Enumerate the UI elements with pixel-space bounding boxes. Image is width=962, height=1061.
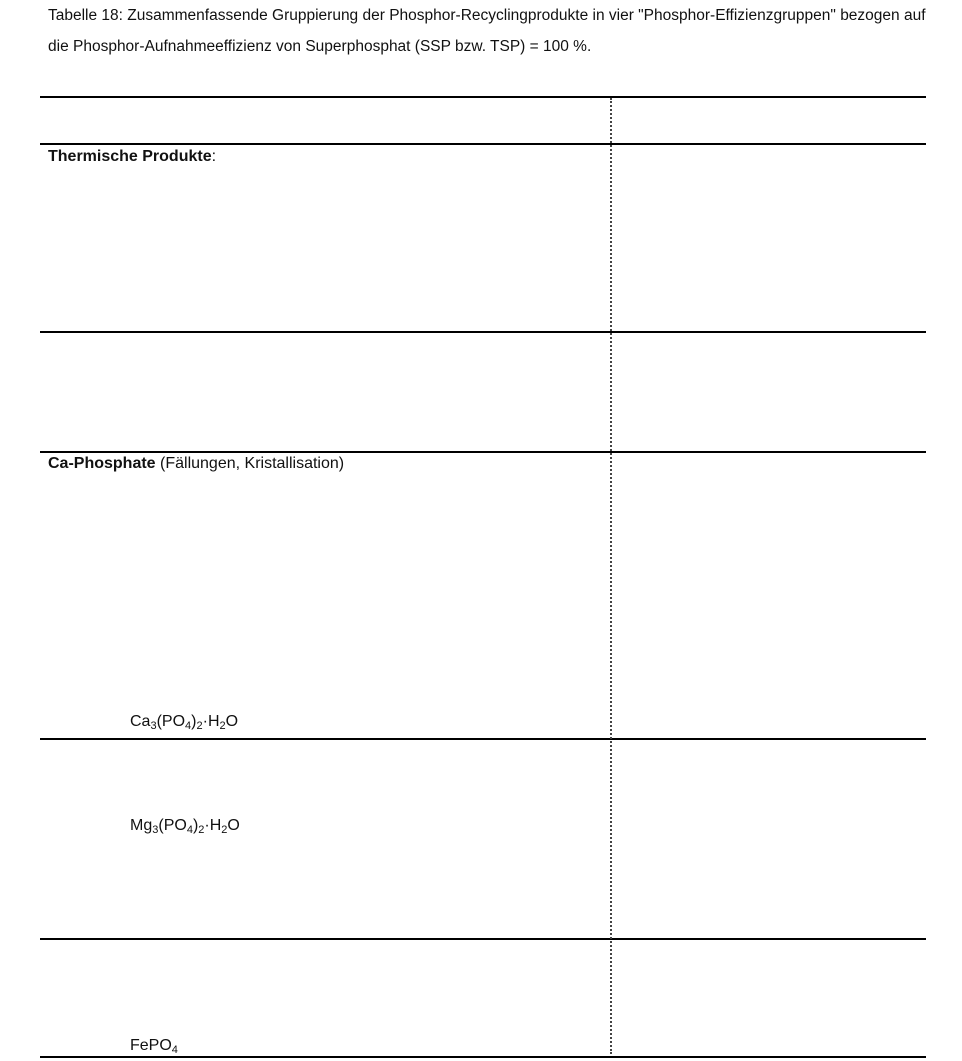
summe-top-rule xyxy=(40,331,926,333)
section-ca-phosphate: Ca-Phosphate (Fällungen, Kristallisation) xyxy=(48,455,345,472)
header-bottom-rule xyxy=(40,143,926,145)
section-thermische-produkte: Thermische Produkte: xyxy=(48,148,217,165)
fe-section-rule xyxy=(40,938,926,940)
mg-section-rule xyxy=(40,738,926,740)
row-product-name: $Mg_3(PO_4)_2\cdot H_2O$ xyxy=(130,817,240,836)
table-caption: Tabelle 18: Zusammenfassende Gruppierung der Phosphor-Recyclingprodukte in vier "Phosphor-Effizienzgruppen" bezogen auf die Phosphor-Aufnahmeeffizienz von Superphosphat (SSP bzw. TSP) = 100 %. xyxy=(48,7,926,55)
column-divider xyxy=(610,98,612,1054)
row-product-name: FePO$_4$ xyxy=(130,1037,178,1056)
row-product-name: $Ca_3(PO_4)_2\cdot H_2O$ xyxy=(130,713,239,732)
table-top-rule xyxy=(40,96,926,98)
